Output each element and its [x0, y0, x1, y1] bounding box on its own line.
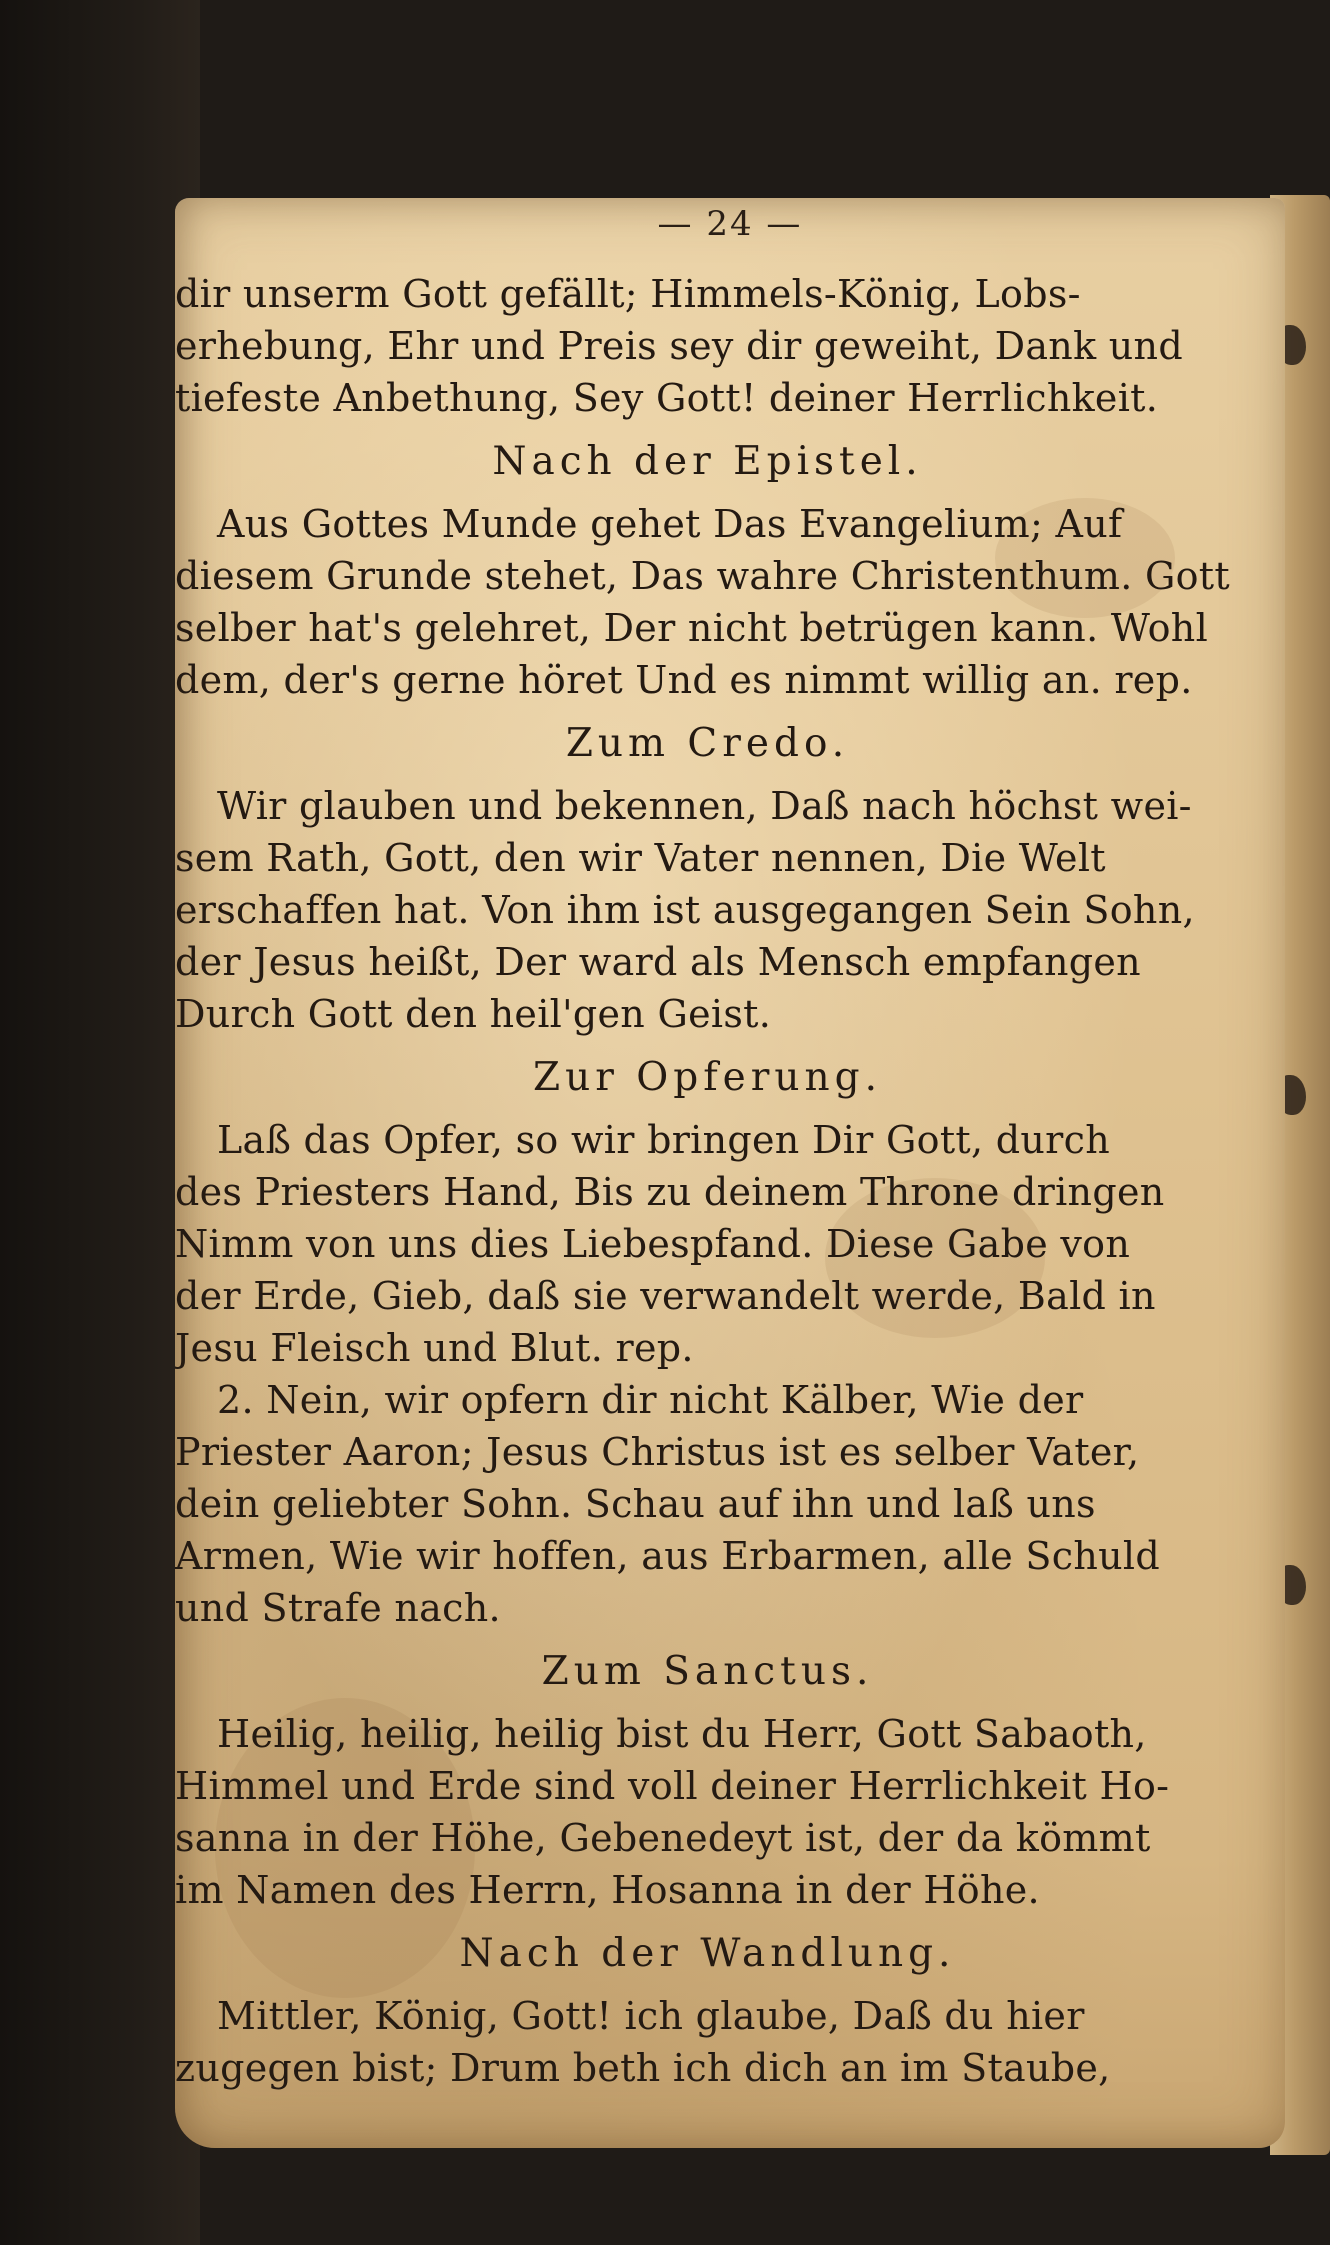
text-line: dir unserm Gott gefällt; Himmels-König, Lobs- [175, 272, 1081, 316]
text-line: 2. Nein, wir opfern dir nicht Kälber, Wie der [217, 1378, 1084, 1422]
text-line: der Jesus heißt, Der ward als Mensch empfangen [175, 940, 1141, 984]
text-line: und Strafe nach. [175, 1586, 501, 1630]
text-line: Durch Gott den heil'gen Geist. [175, 992, 772, 1036]
text-line: erschaffen hat. Von ihm ist ausgegangen Sein Sohn, [175, 888, 1195, 932]
text-line: Jesu Fleisch und Blut. rep. [175, 1326, 694, 1370]
book-page [175, 198, 1285, 2148]
section-heading: Zum Credo. [565, 721, 850, 766]
section-heading: Nach der Epistel. [492, 439, 923, 484]
text-line: zugegen bist; Drum beth ich dich an im Staube, [175, 2046, 1111, 2090]
text-line: Laß das Opfer, so wir bringen Dir Gott, durch [217, 1118, 1110, 1162]
section-heading: Zur Opferung. [533, 1055, 882, 1100]
text-line: erhebung, Ehr und Preis sey dir geweiht, Dank und [175, 324, 1183, 368]
text-line: Mittler, König, Gott! ich glaube, Daß du hier [217, 1994, 1085, 2038]
text-line: im Namen des Herrn, Hosanna in der Höhe. [175, 1868, 1040, 1912]
page-number: — 24 — [657, 204, 803, 244]
text-line: sanna in der Höhe, Gebenedeyt ist, der da kömmt [175, 1816, 1151, 1860]
dark-background [0, 0, 200, 2245]
text-line: dein geliebter Sohn. Schau auf ihn und laß uns [175, 1482, 1096, 1526]
page-content [175, 198, 1285, 2148]
text-line: der Erde, Gieb, daß sie verwandelt werde, Bald in [175, 1274, 1156, 1318]
text-line: Wir glauben und bekennen, Daß nach höchst wei- [217, 784, 1192, 828]
text-line: tiefeste Anbethung, Sey Gott! deiner Herrlichkeit. [175, 376, 1159, 420]
section-heading: Zum Sanctus. [541, 1649, 874, 1694]
text-line: Heilig, heilig, heilig bist du Herr, Gott Sabaoth, [217, 1712, 1147, 1756]
section-heading: Nach der Wandlung. [459, 1931, 956, 1976]
text-line: Armen, Wie wir hoffen, aus Erbarmen, alle Schuld [175, 1534, 1160, 1578]
text-line: des Priesters Hand, Bis zu deinem Throne dringen [175, 1170, 1165, 1214]
text-line: dem, der's gerne höret Und es nimmt willig an. rep. [175, 658, 1193, 702]
text-line: Himmel und Erde sind voll deiner Herrlichkeit Ho- [175, 1764, 1170, 1808]
text-line: diesem Grunde stehet, Das wahre Christenthum. Gott [175, 554, 1230, 598]
text-line: selber hat's gelehret, Der nicht betrügen kann. Wohl [175, 606, 1209, 650]
text-line: Aus Gottes Munde gehet Das Evangelium; Auf [217, 502, 1123, 546]
text-line: sem Rath, Gott, den wir Vater nennen, Die Welt [175, 836, 1106, 880]
text-line: Priester Aaron; Jesus Christus ist es selber Vater, [175, 1430, 1140, 1474]
text-line: Nimm von uns dies Liebespfand. Diese Gabe von [175, 1222, 1131, 1266]
